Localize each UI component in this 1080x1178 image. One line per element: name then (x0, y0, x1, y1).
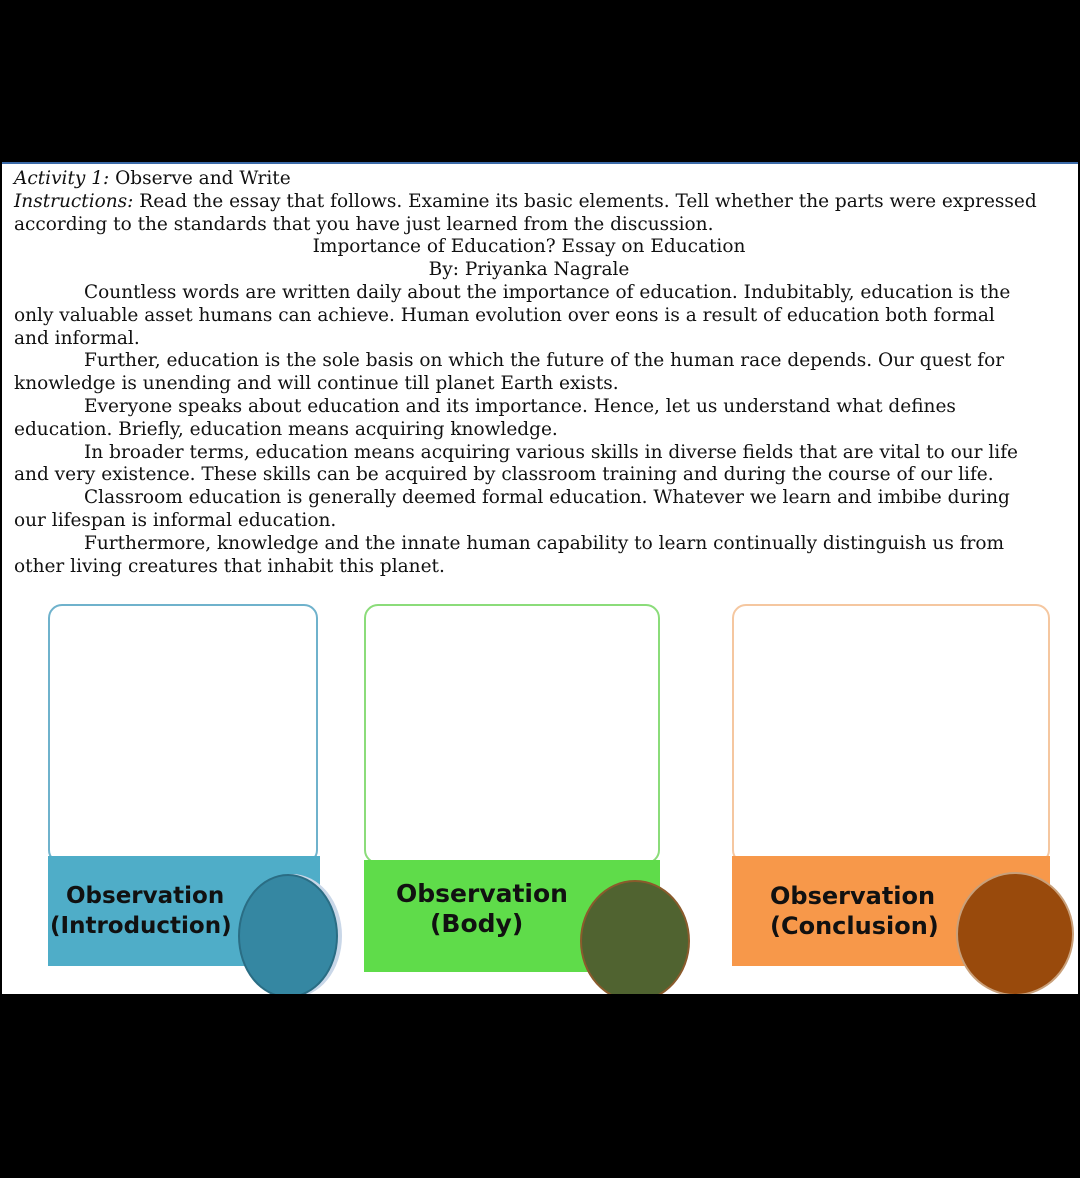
paragraph-line: and informal. (14, 327, 140, 349)
card-subheading: (Introduction) (50, 913, 232, 939)
paragraph-line: knowledge is unending and will continue till planet Earth exists. (14, 373, 619, 395)
essay-paragraph-1 (14, 282, 1044, 350)
paragraph-line: Countless words are written daily about the importance of education. Indubitably, education is the (84, 281, 1011, 303)
worksheet-page (2, 162, 1078, 994)
body-circle-shape (580, 880, 690, 994)
essay-paragraph-5 (14, 487, 1044, 533)
paragraph-line: education. Briefly, education means acquiring knowledge. (14, 418, 558, 440)
essay-byline: By: Priyanka Nagrale (428, 259, 630, 281)
paragraph-line: Classroom education is generally deemed formal education. Whatever we learn and imbibe during (84, 487, 1010, 509)
paragraph-line: Furthermore, knowledge and the innate human capability to learn continually distinguish us from (84, 532, 1005, 554)
card-subheading: (Conclusion) (770, 912, 939, 940)
card-heading: Observation (396, 879, 568, 908)
card-heading: Observation (66, 883, 225, 909)
paragraph-line: In broader terms, education means acquiring various skills in diverse fields that are vital to our life (84, 441, 1018, 463)
essay-paragraph-3 (14, 396, 1044, 442)
essay-paragraph-6 (14, 533, 1044, 579)
card-subheading: (Body) (430, 909, 524, 938)
instructions-text-1: Read the essay that follows. Examine its basic elements. Tell whether the parts were expressed (139, 190, 1037, 212)
essay-paragraph-2 (14, 350, 1044, 396)
observation-conclusion-writing-box[interactable] (732, 604, 1050, 864)
activity-heading (14, 168, 1044, 191)
paragraph-line: Further, education is the sole basis on which the future of the human race depends. Our quest for (84, 350, 1005, 372)
conclusion-circle-shape (956, 872, 1074, 994)
activity-title: Observe and Write (115, 168, 291, 189)
instructions-line-2: according to the standards that you have just learned from the discussion. (14, 213, 714, 235)
paragraph-line: and very existence. These skills can be acquired by classroom training and during the course of our life. (14, 464, 994, 486)
paragraph-line: Everyone speaks about education and its importance. Hence, let us understand what defines (84, 395, 956, 417)
observation-body-writing-box[interactable] (364, 604, 660, 864)
essay-paragraph-4 (14, 442, 1044, 488)
worksheet-text (14, 168, 1044, 578)
introduction-circle-shape (238, 874, 338, 994)
essay-title: Importance of Education? Essay on Education (312, 236, 746, 258)
paragraph-line: other living creatures that inhabit this planet. (14, 555, 445, 577)
observation-introduction-writing-box[interactable] (48, 604, 318, 864)
paragraph-line: our lifespan is informal education. (14, 509, 337, 531)
card-heading: Observation (770, 882, 936, 910)
instructions-label: Instructions: (14, 190, 134, 212)
instructions-line-1 (14, 191, 1044, 214)
activity-label: Activity 1: (14, 168, 110, 189)
paragraph-line: only valuable asset humans can achieve. Human evolution over eons is a result of education both formal (14, 304, 995, 326)
